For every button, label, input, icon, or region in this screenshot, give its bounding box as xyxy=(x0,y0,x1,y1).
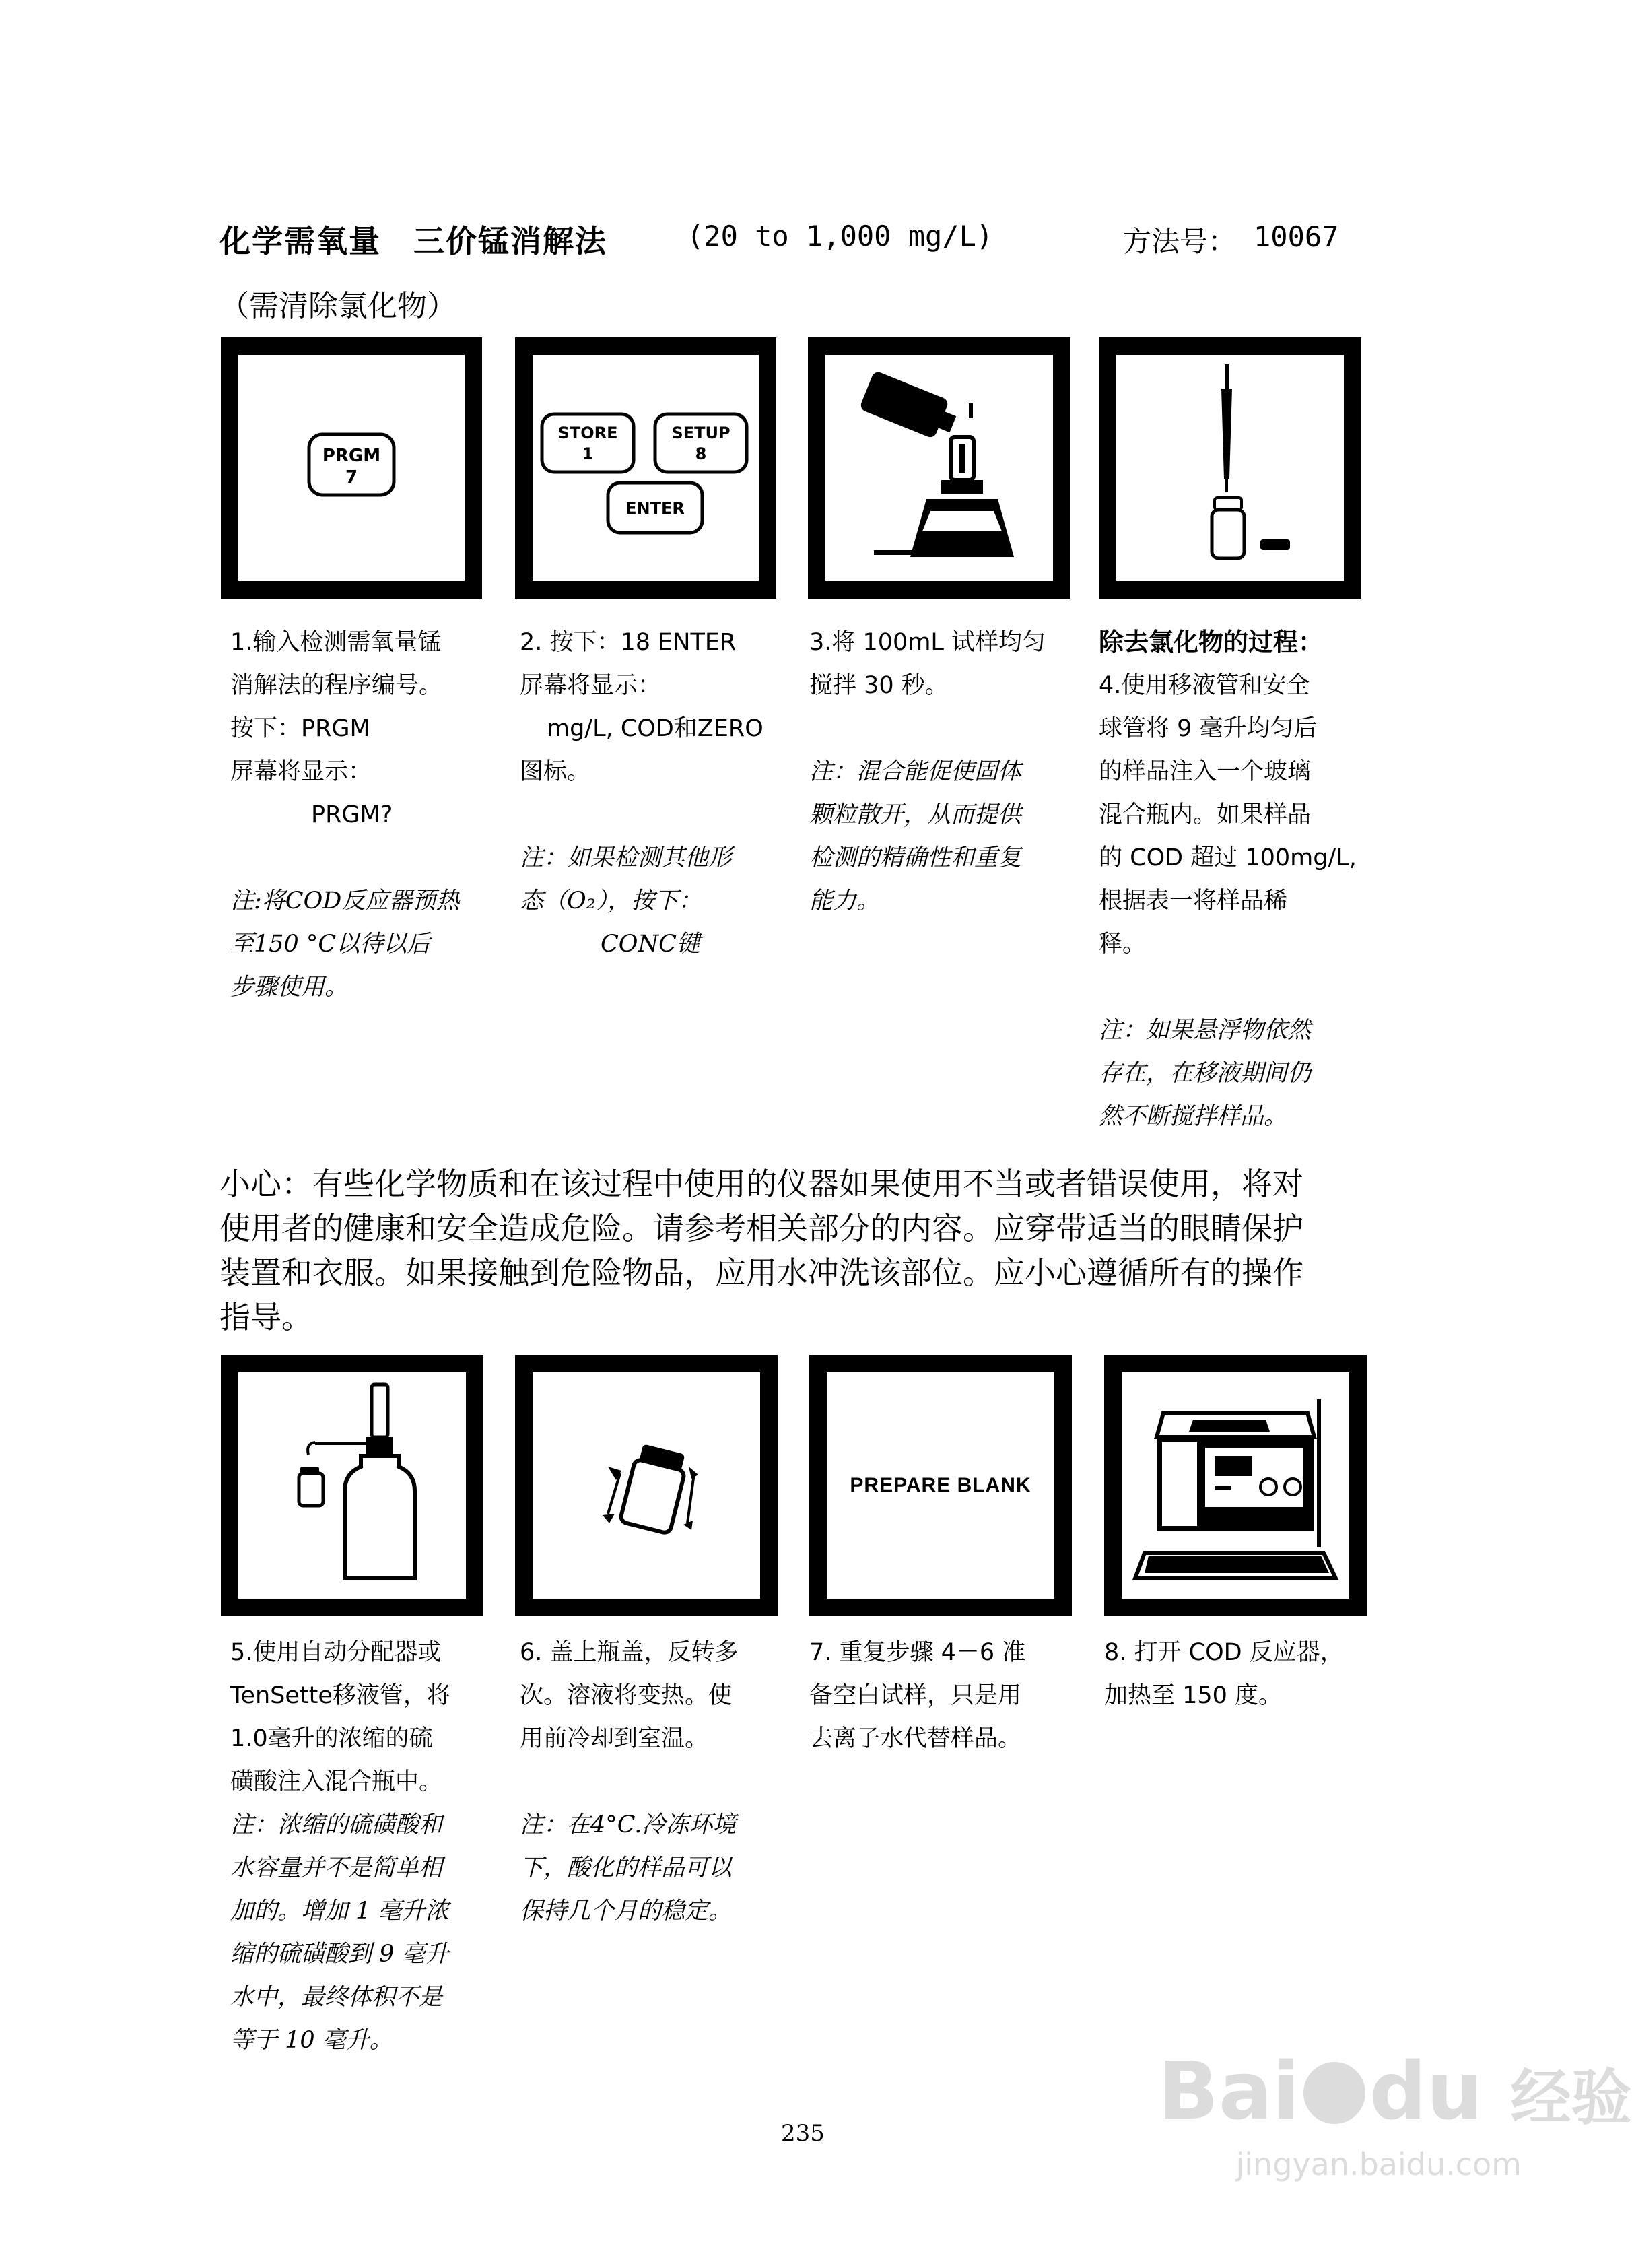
step4-note: 注：如果悬浮物依然 xyxy=(1099,1017,1312,1044)
step6-line: 6. 盖上瓶盖，反转多 xyxy=(520,1639,739,1666)
stir-sample-icon xyxy=(825,355,1053,581)
step2-note: 态（O₂），按下： xyxy=(520,888,702,914)
step3-caption xyxy=(809,621,1092,923)
watermark-cn: 经验 xyxy=(1510,2063,1632,2133)
step8-line: 8. 打开 COD 反应器， xyxy=(1104,1639,1344,1666)
step6-line: 次。溶液将变热。使 xyxy=(520,1682,733,1709)
setup-key-label: SETUP xyxy=(671,424,730,442)
step1-line: 1.输入检测需氧量锰 xyxy=(230,629,442,656)
step5-illustration xyxy=(221,1355,483,1616)
step8-caption xyxy=(1104,1631,1387,1717)
step1-caption xyxy=(230,621,500,1009)
step5-note: 水中，最终体积不是 xyxy=(230,1984,443,2011)
step5-note: 等于 10 毫升。 xyxy=(230,2027,393,2054)
prgm-key-icon xyxy=(238,355,465,581)
step1-note: 步骤使用。 xyxy=(230,974,349,1001)
keypad-icon xyxy=(533,355,759,581)
step4-line: 4.使用移液管和安全 xyxy=(1099,672,1310,699)
step6-illustration xyxy=(515,1355,778,1616)
caution-line: 使用者的健康和安全造成危险。请参考相关部分的内容。应穿带适当的眼睛保护 xyxy=(219,1210,1303,1246)
caution-line: 小心：有些化学物质和在该过程中使用的仪器如果使用不当或者错误使用，将对 xyxy=(219,1166,1303,1202)
prgm-key-label: PRGM xyxy=(322,446,381,466)
enter-key-label: ENTER xyxy=(625,499,685,518)
caution-notice xyxy=(219,1162,1378,1339)
step2-line: 2. 按下：18 ENTER xyxy=(520,629,737,656)
step1-illustration xyxy=(221,337,482,599)
step2-line: 图标。 xyxy=(520,758,591,785)
prepare-blank-display: PREPARE BLANK xyxy=(850,1474,1031,1496)
pipette-bottle-icon xyxy=(1116,355,1344,581)
method-number: 10067 xyxy=(1254,220,1339,253)
prgm-key-number: 7 xyxy=(345,467,358,488)
page-number: 235 xyxy=(781,2120,825,2147)
step5-line: 磺酸注入混合瓶中。 xyxy=(230,1768,443,1795)
cod-reactor-icon xyxy=(1122,1372,1349,1599)
step8-line: 加热至 150 度。 xyxy=(1104,1682,1283,1709)
paw-icon xyxy=(1303,2062,1365,2124)
step6-note: 保持几个月的稳定。 xyxy=(520,1898,733,1925)
step2-illustration xyxy=(515,337,776,599)
step3-line: 搅拌 30 秒。 xyxy=(809,672,949,699)
step1-line: 屏幕将显示： xyxy=(230,758,372,785)
method-label: 方法号： xyxy=(1123,225,1237,258)
step5-line: 5.使用自动分配器或 xyxy=(230,1639,442,1666)
step5-note: 缩的硫磺酸到 9 毫升 xyxy=(230,1941,449,1968)
step5-note: 水容量并不是简单相 xyxy=(230,1855,443,1881)
caution-line: 装置和衣服。如果接触到危险物品，应用水冲洗该部位。应小心遵循所有的操作 xyxy=(219,1255,1303,1291)
step4-line: 的 COD 超过 100mg/L, xyxy=(1099,844,1357,871)
watermark-brand2: du xyxy=(1369,2044,1483,2137)
step5-note: 注：浓缩的硫磺酸和 xyxy=(230,1811,443,1838)
step6-note: 注：在4°C.冷冻环境 xyxy=(520,1811,737,1838)
step1-line: 消解法的程序编号。 xyxy=(230,672,443,699)
step6-line: 用前冷却到室温。 xyxy=(520,1725,709,1752)
step4-illustration xyxy=(1099,337,1361,599)
step3-note: 颗粒散开，从而提供 xyxy=(809,801,1022,828)
caution-line: 指导。 xyxy=(219,1299,312,1335)
step2-line: 屏幕将显示： xyxy=(520,672,662,699)
step7-line: 去离子水代替样品。 xyxy=(809,1725,1022,1752)
page-title: 化学需氧量 三价锰消解法 xyxy=(219,223,607,259)
step2-note: CONC键 xyxy=(601,931,700,958)
step7-illustration xyxy=(809,1355,1072,1616)
step1-note: 注:将COD反应器预热 xyxy=(230,888,460,914)
baidu-watermark xyxy=(1158,2044,1632,2215)
step5-caption xyxy=(230,1631,500,2062)
page-subtitle: （需清除氯化物） xyxy=(219,289,456,323)
step4-line: 球管将 9 毫升均匀后 xyxy=(1099,715,1318,742)
step4-line: 释。 xyxy=(1099,931,1147,958)
store-key-label: STORE xyxy=(557,424,618,442)
step1-line: 按下：PRGM xyxy=(230,715,370,742)
step5-line: TenSette移液管，将 xyxy=(230,1682,450,1709)
step8-illustration xyxy=(1104,1355,1367,1616)
step4-line: 的样品注入一个玻璃 xyxy=(1099,758,1312,785)
step4-line: 混合瓶内。如果样品 xyxy=(1099,801,1312,828)
step2-note: 注：如果检测其他形 xyxy=(520,844,733,871)
step4-line: 根据表一将样品稀 xyxy=(1099,888,1288,914)
step2-caption xyxy=(520,621,796,966)
step6-caption xyxy=(520,1631,796,1933)
step7-caption xyxy=(809,1631,1092,1760)
setup-key-number: 8 xyxy=(695,444,707,463)
step3-illustration xyxy=(808,337,1070,599)
step4-note: 存在，在移液期间仍 xyxy=(1099,1060,1312,1087)
step2-line: mg/L, COD和ZERO xyxy=(547,715,763,742)
invert-bottle-icon xyxy=(533,1372,760,1599)
step3-note: 能力。 xyxy=(809,888,881,914)
step1-display-text: PRGM? xyxy=(311,801,393,828)
step3-note: 注：混合能促使固体 xyxy=(809,758,1022,785)
watermark-brand: Bai xyxy=(1158,2044,1300,2137)
step5-line: 1.0毫升的浓缩的硫 xyxy=(230,1725,433,1752)
step5-note: 加的。增加 1 毫升浓 xyxy=(230,1898,449,1925)
store-key-number: 1 xyxy=(582,444,594,463)
step4-note: 然不断搅拌样品。 xyxy=(1099,1103,1288,1130)
step3-note: 检测的精确性和重复 xyxy=(809,844,1022,871)
step3-line: 3.将 100mL 试样均匀 xyxy=(809,629,1046,656)
watermark-url: jingyan.baidu.com xyxy=(1235,2146,1522,2182)
step6-note: 下，酸化的样品可以 xyxy=(520,1855,733,1881)
step7-line: 备空白试样，只是用 xyxy=(809,1682,1022,1709)
step1-note: 至150 °C以待以后 xyxy=(230,931,431,958)
step7-line: 7. 重复步骤 4－6 准 xyxy=(809,1639,1026,1666)
step4-caption xyxy=(1099,621,1382,1138)
dispenser-icon xyxy=(238,1372,466,1599)
concentration-range: (20 to 1,000 mg/L) xyxy=(687,220,994,253)
step4-heading: 除去氯化物的过程： xyxy=(1099,628,1323,657)
